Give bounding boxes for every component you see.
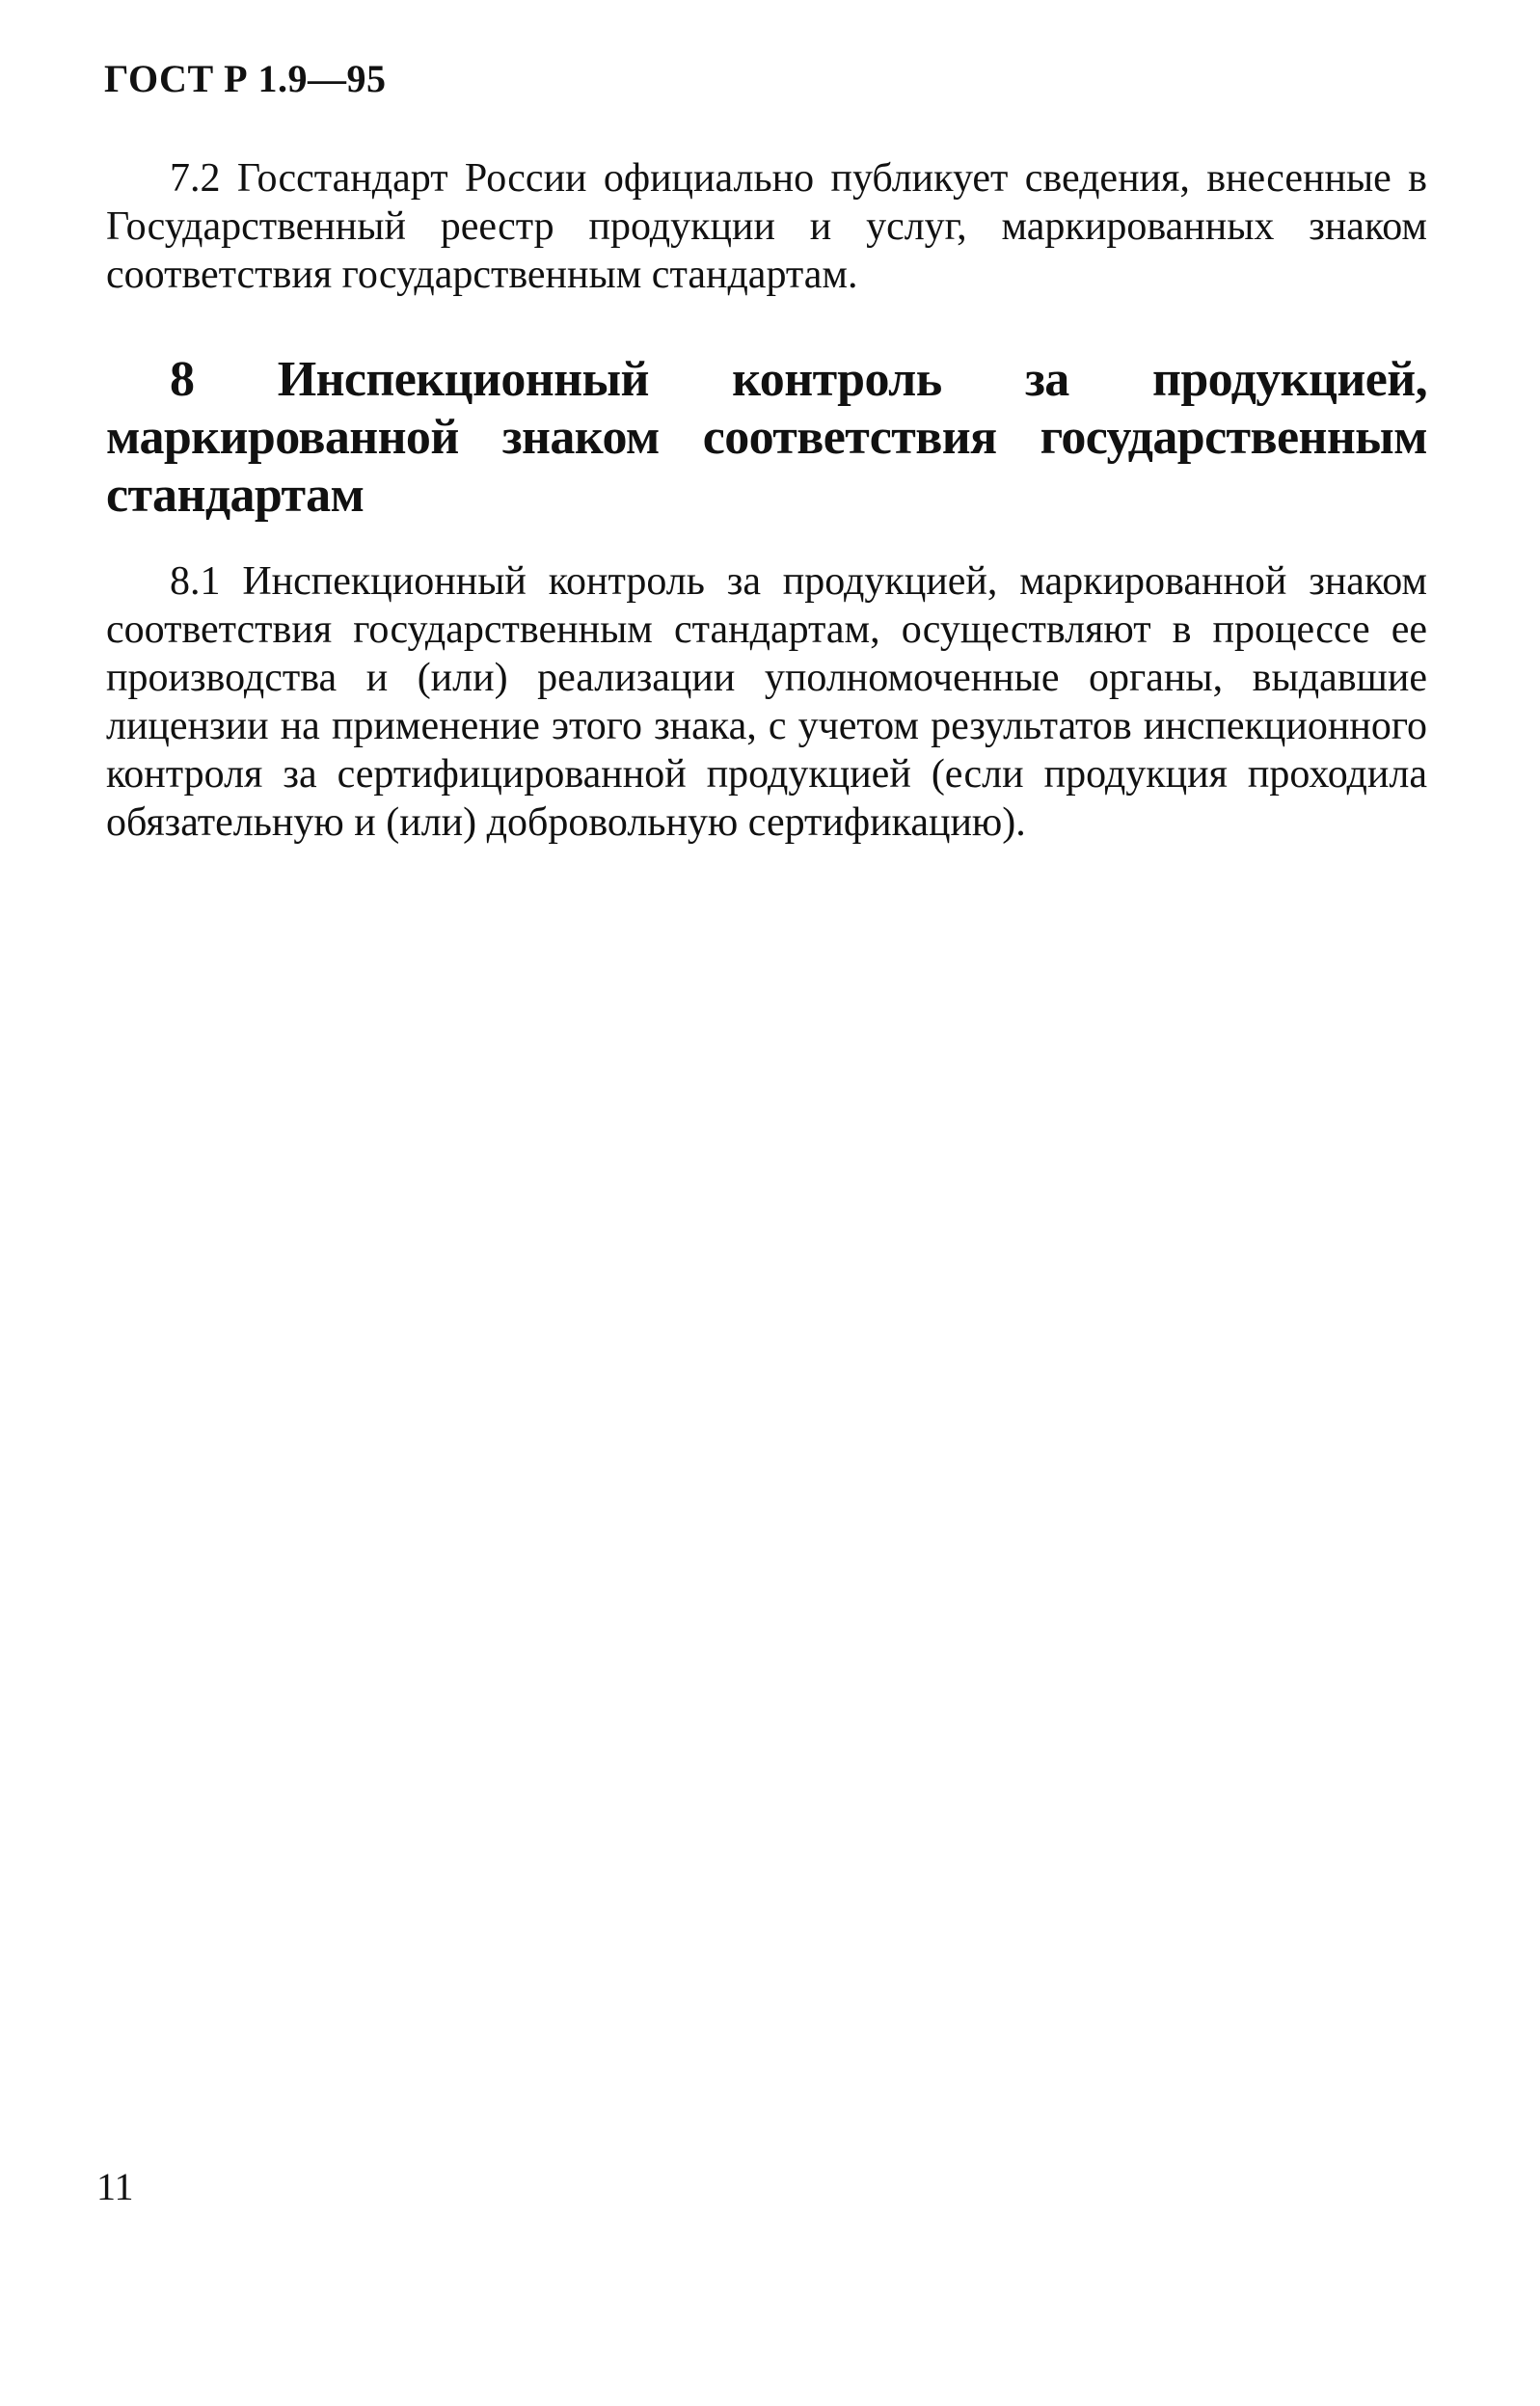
document-code-header: ГОСТ Р 1.9—95 [104, 57, 387, 100]
paragraph-7-2: 7.2 Госстандарт России официально публикует сведения, внесенные в Государственный реестр продукции и услуг, маркированных знаком соответствия государственным стандартам. [106, 156, 1427, 297]
section-8-heading: 8 Инспекционный контроль за продукцией, маркированной знаком соответствия государственным стандартам [106, 352, 1427, 523]
page-number: 11 [96, 2165, 134, 2208]
paragraph-8-1: 8.1 Инспекционный контроль за продукцией, маркированной знаком соответствия государственным стандартам, осуществляют в процессе ее производства и (или) реализации уполномоченные органы, выдавшие лицензии на применение этого знака, с учетом результатов инспекционного контроля за сертифицированной продукцией (если продукция проходила обязательную и (или) добровольную сертификацию). [106, 559, 1427, 845]
document-body [106, 154, 1427, 847]
